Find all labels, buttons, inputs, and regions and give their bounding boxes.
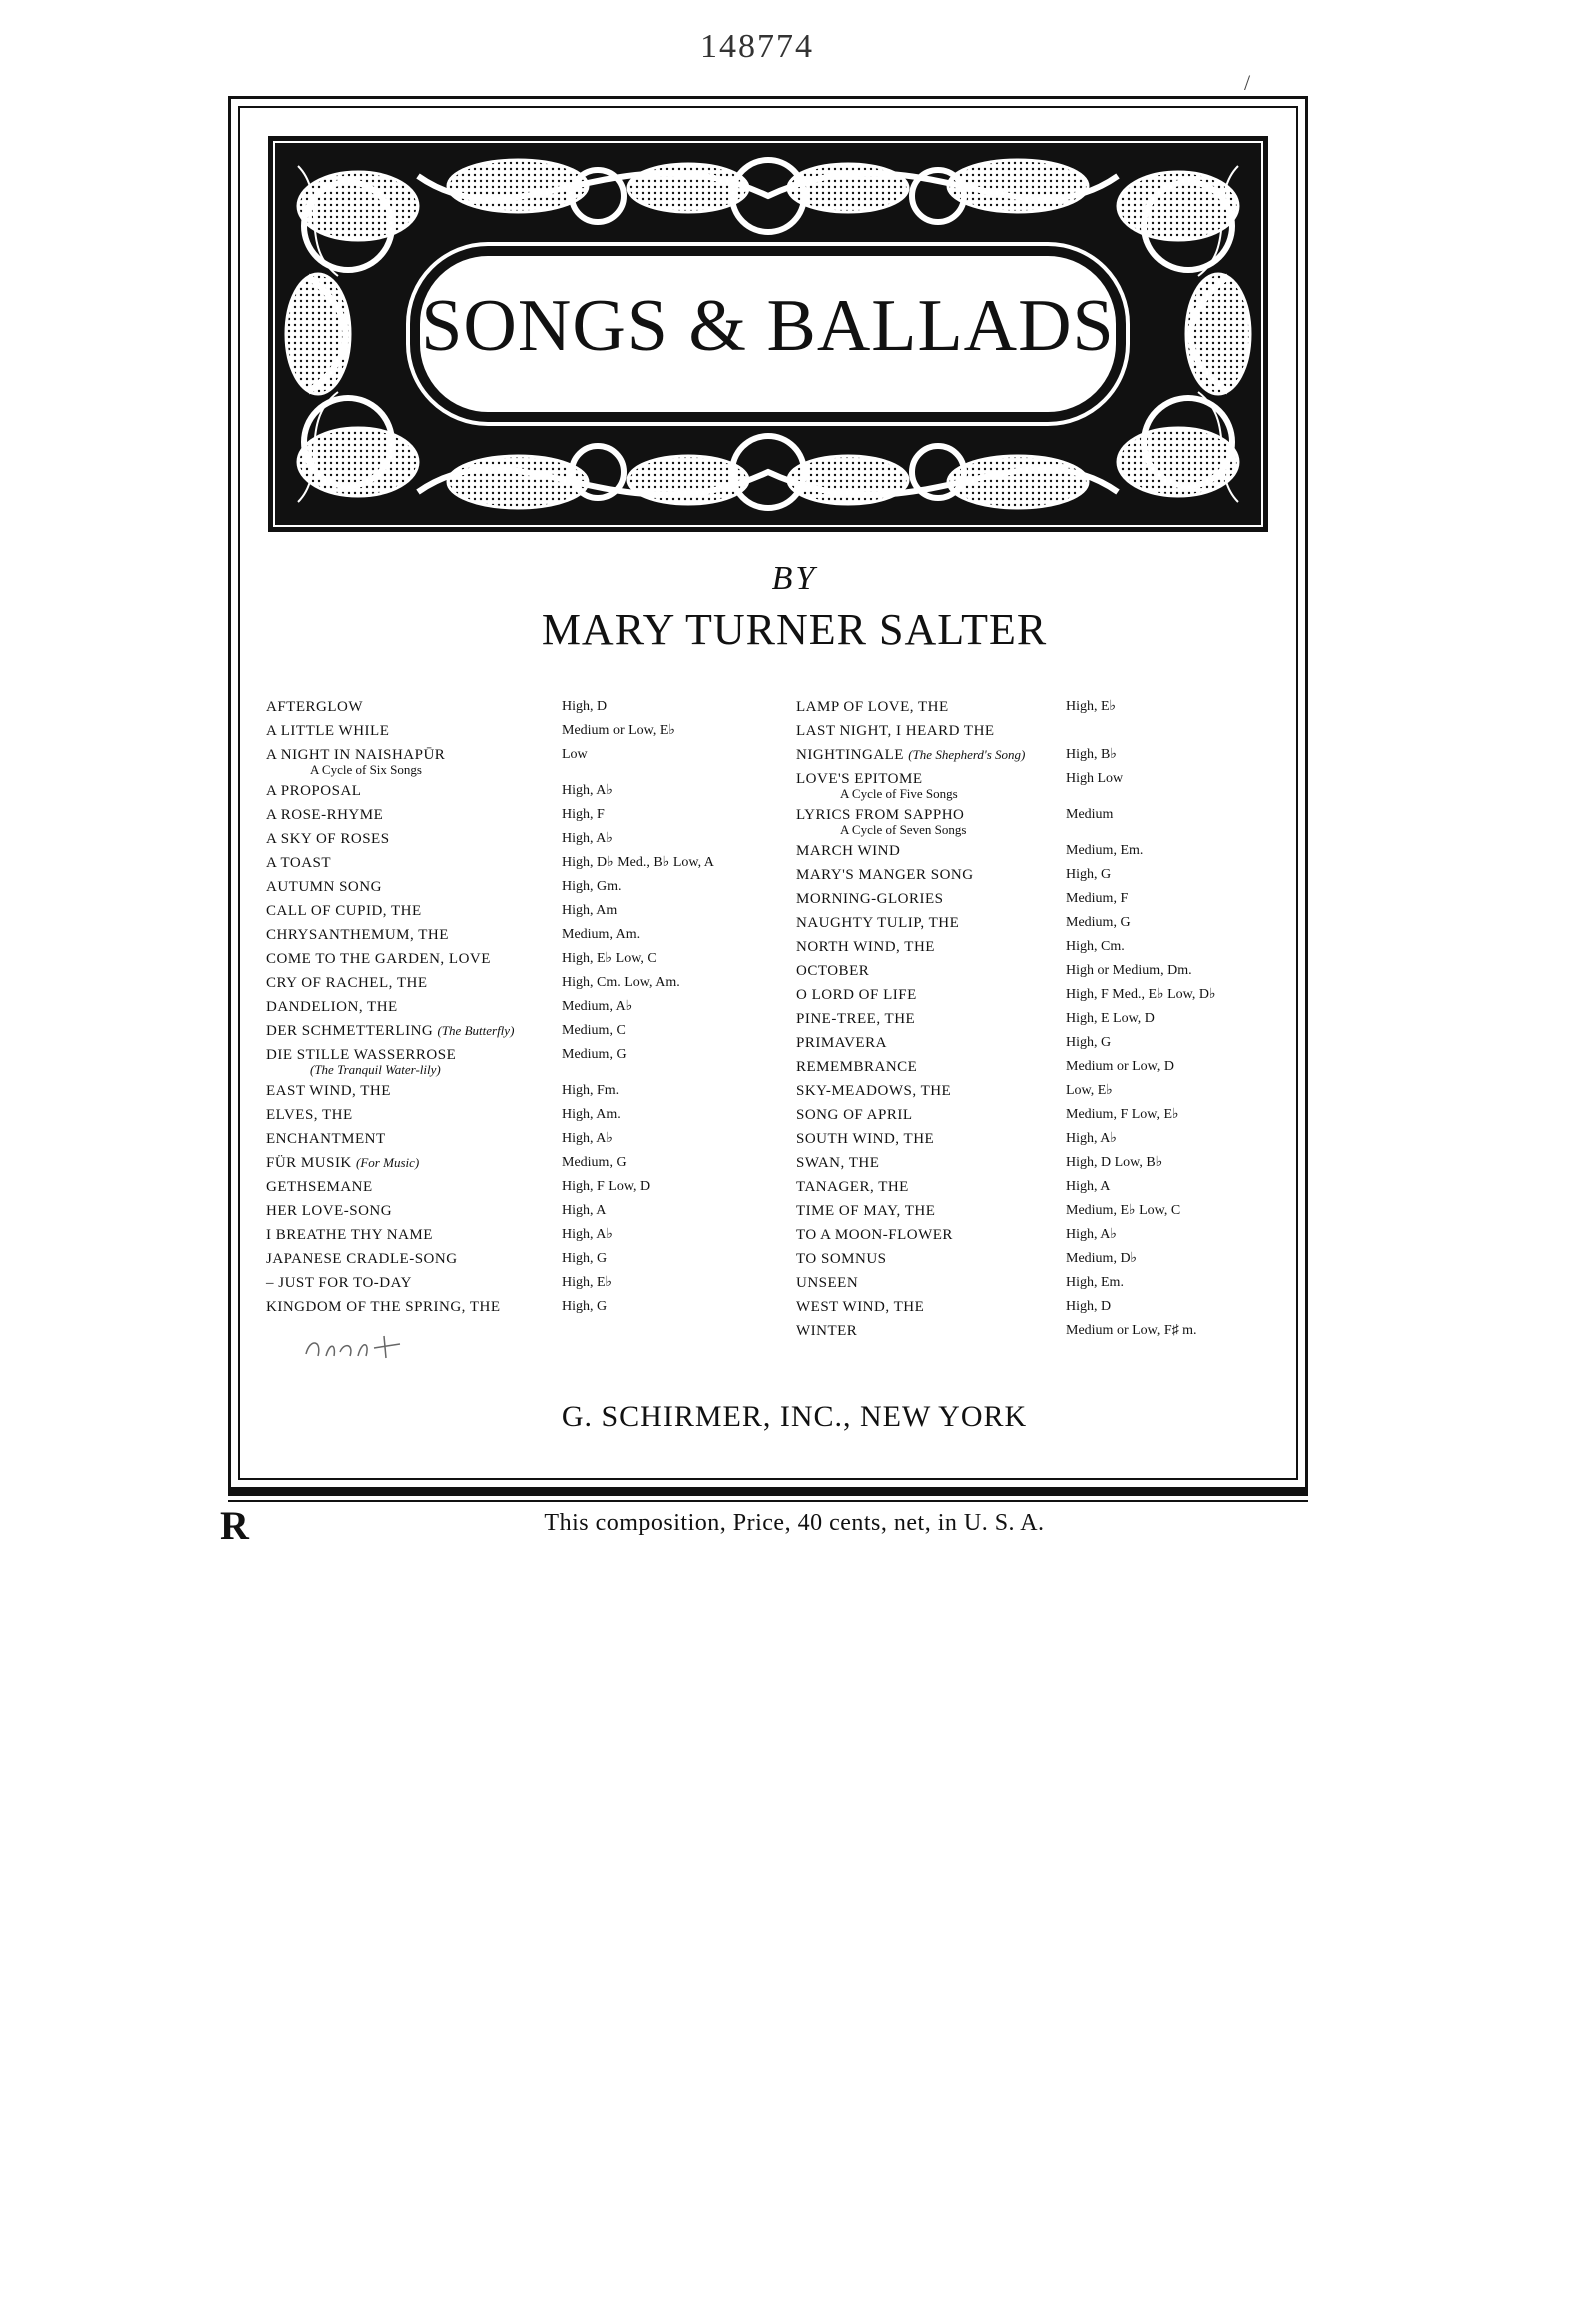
composer-name: MARY TURNER SALTER xyxy=(541,605,1048,654)
song-voice-key: High, E♭ xyxy=(562,1275,613,1290)
song-entry xyxy=(796,935,1296,959)
song-title: GETHSEMANE xyxy=(266,1179,373,1195)
song-voice-key: High, G xyxy=(1066,867,1112,882)
song-title: LYRICS FROM SAPPHO xyxy=(796,807,965,823)
song-voice-key: High, G xyxy=(1066,1035,1112,1050)
song-title: MARCH WIND xyxy=(796,843,901,859)
song-entry xyxy=(266,1127,786,1151)
song-title: COME TO THE GARDEN, LOVE xyxy=(266,951,491,967)
song-title: EAST WIND, THE xyxy=(266,1083,391,1099)
song-entry xyxy=(796,1199,1296,1223)
song-voice-key: Medium, C xyxy=(562,1023,626,1038)
song-voice-key: High, Em. xyxy=(1066,1275,1124,1290)
song-title: TO SOMNUS xyxy=(796,1251,887,1267)
tick-mark: / xyxy=(1244,70,1251,95)
song-title: OCTOBER xyxy=(796,963,870,979)
song-voice-key: High, B♭ xyxy=(1066,747,1117,762)
song-title: NORTH WIND, THE xyxy=(796,939,935,955)
registration-mark: R xyxy=(220,1503,249,1548)
main-title: SONGS & BALLADS xyxy=(421,285,1115,367)
song-voice-key: High, A♭ xyxy=(1066,1227,1117,1242)
song-title: FÜR MUSIK (For Music) xyxy=(266,1155,420,1171)
song-voice-key: High, A xyxy=(562,1203,607,1218)
song-title: TO A MOON-FLOWER xyxy=(796,1227,953,1243)
song-voice-key: High, A♭ xyxy=(1066,1131,1117,1146)
song-entry xyxy=(266,1019,786,1043)
song-voice-key: High, Cm. Low, Am. xyxy=(562,975,680,990)
song-entry xyxy=(266,851,786,875)
song-title: WEST WIND, THE xyxy=(796,1299,925,1315)
song-title: MARY'S MANGER SONG xyxy=(796,867,974,883)
song-voice-key: Medium or Low, E♭ xyxy=(562,723,676,738)
song-entry xyxy=(266,1175,786,1199)
song-entry xyxy=(796,1007,1296,1031)
song-title: SWAN, THE xyxy=(796,1155,880,1171)
song-entry xyxy=(266,695,786,719)
song-entry xyxy=(266,1223,786,1247)
song-voice-key: High, E Low, D xyxy=(1066,1011,1155,1026)
song-title: DER SCHMETTERLING (The Butterfly) xyxy=(266,1023,515,1039)
song-title: A ROSE-RHYME xyxy=(266,807,384,823)
song-entry xyxy=(796,1247,1296,1271)
song-title: O LORD OF LIFE xyxy=(796,987,917,1003)
song-title: DIE STILLE WASSERROSE xyxy=(266,1047,457,1063)
song-voice-key: High Low xyxy=(1066,771,1124,786)
song-entry xyxy=(796,1295,1296,1319)
by-label: BY xyxy=(771,560,818,597)
song-entry xyxy=(266,1151,786,1175)
song-title: REMEMBRANCE xyxy=(796,1059,918,1075)
song-entry xyxy=(266,1079,786,1103)
song-voice-key: Medium, F Low, E♭ xyxy=(1066,1107,1179,1122)
song-entry xyxy=(266,719,786,743)
song-entry xyxy=(266,1199,786,1223)
song-title: TANAGER, THE xyxy=(796,1179,909,1195)
song-title: SOUTH WIND, THE xyxy=(796,1131,935,1147)
song-title: AFTERGLOW xyxy=(266,699,363,715)
song-translation: (The Shepherd's Song) xyxy=(908,747,1026,762)
song-voice-key: High, A♭ xyxy=(562,783,613,798)
song-voice-key: High, D xyxy=(1066,1299,1112,1314)
plate-number: 148774 xyxy=(700,28,814,65)
song-title: SKY-MEADOWS, THE xyxy=(796,1083,952,1099)
song-entry xyxy=(796,983,1296,1007)
song-title: A NIGHT IN NAISHAPŪR xyxy=(266,747,446,763)
song-list-left xyxy=(266,695,786,1319)
song-entry xyxy=(796,695,1296,719)
song-voice-key: High, G xyxy=(562,1251,608,1266)
song-voice-key: High, E♭ xyxy=(1066,699,1117,714)
song-entry xyxy=(796,887,1296,911)
song-title: ENCHANTMENT xyxy=(266,1131,386,1147)
song-voice-key: Medium, G xyxy=(1066,915,1131,930)
song-title: SONG OF APRIL xyxy=(796,1107,913,1123)
song-voice-key: High or Medium, Dm. xyxy=(1066,963,1192,978)
song-voice-key: Medium, E♭ Low, C xyxy=(1066,1203,1181,1218)
song-entry xyxy=(796,959,1296,983)
bottom-rule-thin xyxy=(228,1500,1308,1502)
song-entry xyxy=(796,1175,1296,1199)
song-voice-key: High, E♭ Low, C xyxy=(562,951,657,966)
song-entry xyxy=(266,1247,786,1271)
song-title: TIME OF MAY, THE xyxy=(796,1203,936,1219)
song-title: PRIMAVERA xyxy=(796,1035,887,1051)
song-entry xyxy=(796,1271,1296,1295)
song-voice-key: Medium, Em. xyxy=(1066,843,1144,858)
song-title: LAST NIGHT, I HEARD THE xyxy=(796,723,995,739)
song-title: MORNING-GLORIES xyxy=(796,891,944,907)
song-entry xyxy=(796,839,1296,863)
handwritten-signature-icon xyxy=(300,1326,420,1366)
song-title: UNSEEN xyxy=(796,1275,859,1291)
song-title: A SKY OF ROSES xyxy=(266,831,390,847)
song-title: PINE-TREE, THE xyxy=(796,1011,916,1027)
song-entry xyxy=(266,803,786,827)
song-subnote: A Cycle of Seven Songs xyxy=(840,822,967,837)
song-subnote: A Cycle of Six Songs xyxy=(310,762,422,777)
song-title: I BREATHE THY NAME xyxy=(266,1227,433,1243)
song-voice-key: High, A xyxy=(1066,1179,1111,1194)
song-subnote: (The Tranquil Water-lily) xyxy=(310,1062,441,1077)
song-entry xyxy=(796,1151,1296,1175)
song-title: KINGDOM OF THE SPRING, THE xyxy=(266,1299,501,1315)
song-voice-key: Medium, A♭ xyxy=(562,999,633,1014)
song-title: CALL OF CUPID, THE xyxy=(266,903,422,919)
song-entry xyxy=(266,779,786,803)
song-entry xyxy=(266,1295,786,1319)
song-voice-key: Medium or Low, D xyxy=(1066,1059,1174,1074)
song-voice-key: High, D xyxy=(562,699,608,714)
song-voice-key: High, F Low, D xyxy=(562,1179,651,1194)
song-entry xyxy=(266,899,786,923)
song-voice-key: High, Am xyxy=(562,903,618,918)
song-entry xyxy=(796,1103,1296,1127)
song-list-right xyxy=(796,695,1296,1343)
song-entry xyxy=(266,947,786,971)
song-entry xyxy=(266,995,786,1019)
song-entry xyxy=(796,1031,1296,1055)
song-title: WINTER xyxy=(796,1323,858,1339)
song-entry xyxy=(796,1319,1296,1343)
bottom-rule-thick xyxy=(228,1490,1308,1496)
song-voice-key: Medium xyxy=(1066,807,1114,822)
song-entry xyxy=(266,1103,786,1127)
song-translation: (The Butterfly) xyxy=(437,1023,515,1038)
song-title: ELVES, THE xyxy=(266,1107,353,1123)
song-entry xyxy=(796,719,1296,743)
song-entry xyxy=(266,1271,786,1295)
song-voice-key: High, D♭ Med., B♭ Low, A xyxy=(562,855,714,870)
song-title: A PROPOSAL xyxy=(266,783,362,799)
song-voice-key: Medium, F xyxy=(1066,891,1129,906)
song-voice-key: Low xyxy=(562,747,588,762)
song-title: LOVE'S EPITOME xyxy=(796,771,923,787)
song-title: – JUST FOR TO-DAY xyxy=(266,1275,412,1291)
song-voice-key: High, Gm. xyxy=(562,879,622,894)
song-entry xyxy=(796,1127,1296,1151)
song-entry xyxy=(796,1055,1296,1079)
song-voice-key: Medium, G xyxy=(562,1155,627,1170)
song-entry xyxy=(796,1079,1296,1103)
song-title: A TOAST xyxy=(266,855,332,871)
song-entry xyxy=(796,743,1296,767)
song-title: CHRYSANTHEMUM, THE xyxy=(266,927,449,943)
song-voice-key: Medium, Am. xyxy=(562,927,641,942)
price-note: This composition, Price, 40 cents, net, in U. S. A. xyxy=(544,1510,1045,1536)
song-title: NAUGHTY TULIP, THE xyxy=(796,915,960,931)
song-voice-key: High, A♭ xyxy=(562,831,613,846)
song-title: A LITTLE WHILE xyxy=(266,723,390,739)
song-title: DANDELION, THE xyxy=(266,999,398,1015)
song-title: LAMP OF LOVE, THE xyxy=(796,699,949,715)
song-voice-key: High, F Med., E♭ Low, D♭ xyxy=(1066,987,1216,1002)
song-entry xyxy=(796,1223,1296,1247)
title-banner xyxy=(268,136,1268,532)
song-translation: (For Music) xyxy=(356,1155,420,1170)
song-voice-key: High, F xyxy=(562,807,605,822)
song-voice-key: Medium or Low, F♯ m. xyxy=(1066,1323,1197,1338)
song-title: JAPANESE CRADLE-SONG xyxy=(266,1251,458,1267)
publisher-imprint: G. SCHIRMER, INC., NEW YORK xyxy=(561,1400,1028,1433)
song-entry xyxy=(266,875,786,899)
song-subnote: A Cycle of Five Songs xyxy=(840,786,958,801)
song-voice-key: High, Cm. xyxy=(1066,939,1125,954)
song-entry xyxy=(796,863,1296,887)
song-title: HER LOVE-SONG xyxy=(266,1203,393,1219)
song-voice-key: Medium, D♭ xyxy=(1066,1251,1138,1266)
song-voice-key: High, A♭ xyxy=(562,1227,613,1242)
song-title: CRY OF RACHEL, THE xyxy=(266,975,428,991)
song-voice-key: Medium, G xyxy=(562,1047,627,1062)
song-voice-key: Low, E♭ xyxy=(1066,1083,1113,1098)
song-voice-key: High, D Low, B♭ xyxy=(1066,1155,1163,1170)
song-title: NIGHTINGALE (The Shepherd's Song) xyxy=(796,747,1026,763)
song-title: AUTUMN SONG xyxy=(266,879,382,895)
song-voice-key: High, Fm. xyxy=(562,1083,620,1098)
song-entry xyxy=(266,923,786,947)
song-voice-key: High, G xyxy=(562,1299,608,1314)
song-voice-key: High, Am. xyxy=(562,1107,621,1122)
song-entry xyxy=(266,827,786,851)
song-voice-key: High, A♭ xyxy=(562,1131,613,1146)
song-entry xyxy=(796,911,1296,935)
song-entry xyxy=(266,971,786,995)
